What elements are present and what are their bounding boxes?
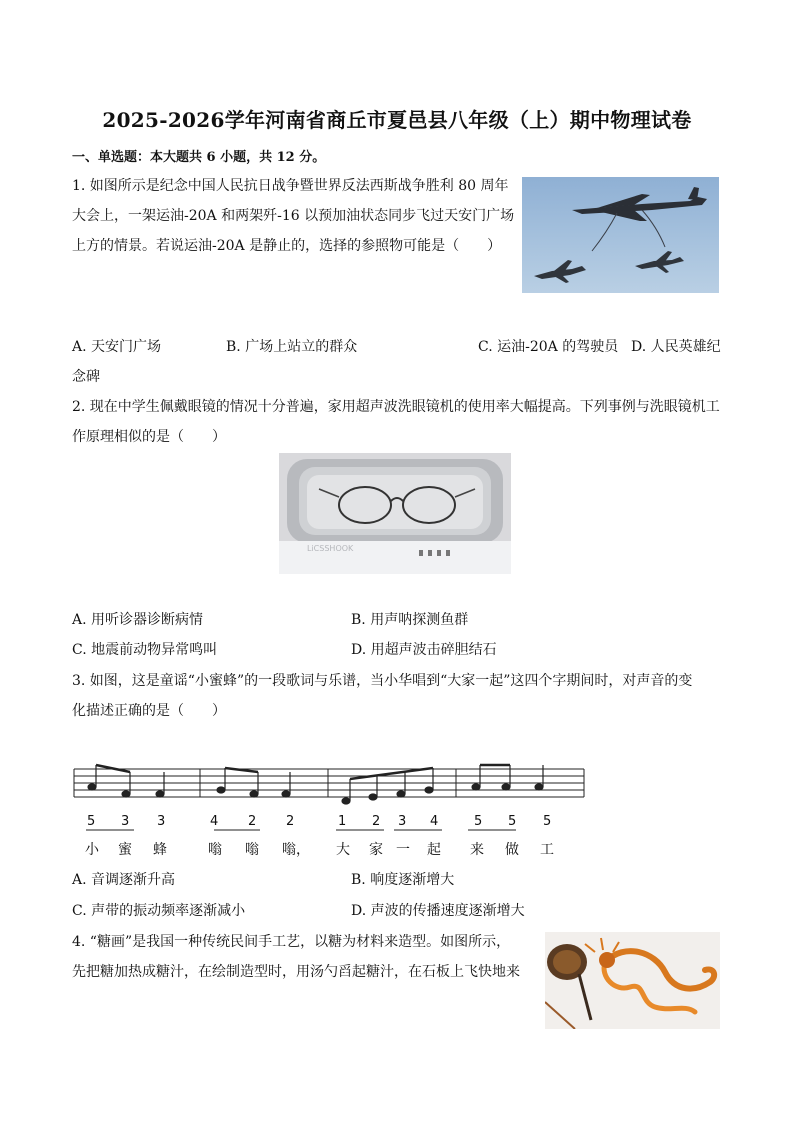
q1-option-a: A. 天安门广场 — [72, 339, 162, 355]
q3-line-2: 化描述正确的是（ ） — [72, 703, 226, 719]
lyric-char: 工 — [540, 842, 554, 858]
q2-option-b: B. 用声呐探测鱼群 — [351, 612, 469, 628]
lyric-char: 嗡， — [282, 842, 310, 858]
lyric-char: 蜜 — [118, 842, 132, 858]
lyric-char: 小 — [85, 842, 99, 858]
q2-line-2: 作原理相似的是（ ） — [72, 429, 226, 445]
sugar-painting-image — [545, 932, 720, 1029]
jianpu-note: 1 — [338, 814, 347, 829]
q3-option-b: B. 响度逐渐增大 — [351, 872, 455, 888]
q4-line-1: 4. “糖画”是我国一种传统民间手工艺，以糖为材料来造型。如图所示， — [72, 934, 511, 950]
lyric-char: 蜂 — [153, 842, 167, 858]
q1-option-d-continued: 念碑 — [72, 369, 100, 385]
q1-line-1: 1. 如图所示是纪念中国人民抗日战争暨世界反法西斯战争胜利 80 周年 — [72, 178, 509, 194]
q4-line-2: 先把糖加热成糖汁，在绘制造型时，用汤勺舀起糖汁，在石板上飞快地来 — [72, 964, 520, 980]
jianpu-note: 5 — [474, 814, 483, 829]
q3-option-c: C. 声带的振动频率逐渐减小 — [72, 903, 246, 919]
q1-option-d: D. 人民英雄纪 — [631, 339, 721, 355]
jianpu-note: 2 — [286, 814, 295, 829]
q2-option-c: C. 地震前动物异常鸣叫 — [72, 642, 218, 658]
jianpu-note: 5 — [543, 814, 552, 829]
q2-line-1: 2. 现在中学生佩戴眼镜的情况十分普遍，家用超声波洗眼镜机的使用率大幅提高。下列事例与洗眼镜机工 — [72, 399, 720, 415]
q3-option-a: A. 音调逐渐升高 — [72, 872, 176, 888]
lyric-char: 来 — [470, 842, 484, 858]
lyric-char: 大 — [336, 842, 350, 858]
lyric-char: 起 — [427, 842, 441, 858]
jianpu-note: 2 — [372, 814, 381, 829]
lyric-char: 嗡 — [208, 842, 222, 858]
q1-line-3: 上方的情景。若说运油-20A 是静止的，选择的参照物可能是（ ） — [72, 238, 502, 254]
q2-option-a: A. 用听诊器诊断病情 — [72, 612, 204, 628]
q3-option-d: D. 声波的传播速度逐渐增大 — [351, 903, 525, 919]
jianpu-note: 4 — [430, 814, 439, 829]
q2-option-d: D. 用超声波击碎胆结石 — [351, 642, 497, 658]
q1-option-b: B. 广场上站立的群众 — [226, 339, 358, 355]
tanker-aircraft-image — [522, 177, 719, 293]
jianpu-note: 5 — [87, 814, 96, 829]
jianpu-note: 3 — [157, 814, 166, 829]
lyric-char: 嗡 — [245, 842, 259, 858]
page-title: 2025-2026学年河南省商丘市夏邑县八年级（上）期中物理试卷 — [102, 108, 692, 132]
ultrasonic-cleaner-image — [279, 453, 511, 574]
jianpu-note: 2 — [248, 814, 257, 829]
jianpu-note: 5 — [508, 814, 517, 829]
q1-option-c: C. 运油-20A 的驾驶员 — [478, 339, 619, 355]
jianpu-note: 4 — [210, 814, 219, 829]
q1-line-2: 大会上，一架运油-20A 和两架歼-16 以预加油状态同步飞过天安门广场 — [72, 208, 515, 224]
jianpu-note: 3 — [398, 814, 407, 829]
jianpu-note: 3 — [121, 814, 130, 829]
q3-line-1: 3. 如图，这是童谣“小蜜蜂”的一段歌词与乐谱，当小华唱到“大家一起”这四个字期间时，对声音的变 — [72, 673, 693, 689]
lyric-char: 家 — [369, 842, 383, 858]
device-brand-label: LiCSSHOOK — [307, 544, 354, 553]
lyric-char: 做 — [505, 842, 519, 858]
section-heading: 一、单选题：本大题共 6 小题，共 12 分。 — [72, 150, 326, 165]
lyric-char: 一 — [396, 842, 410, 858]
